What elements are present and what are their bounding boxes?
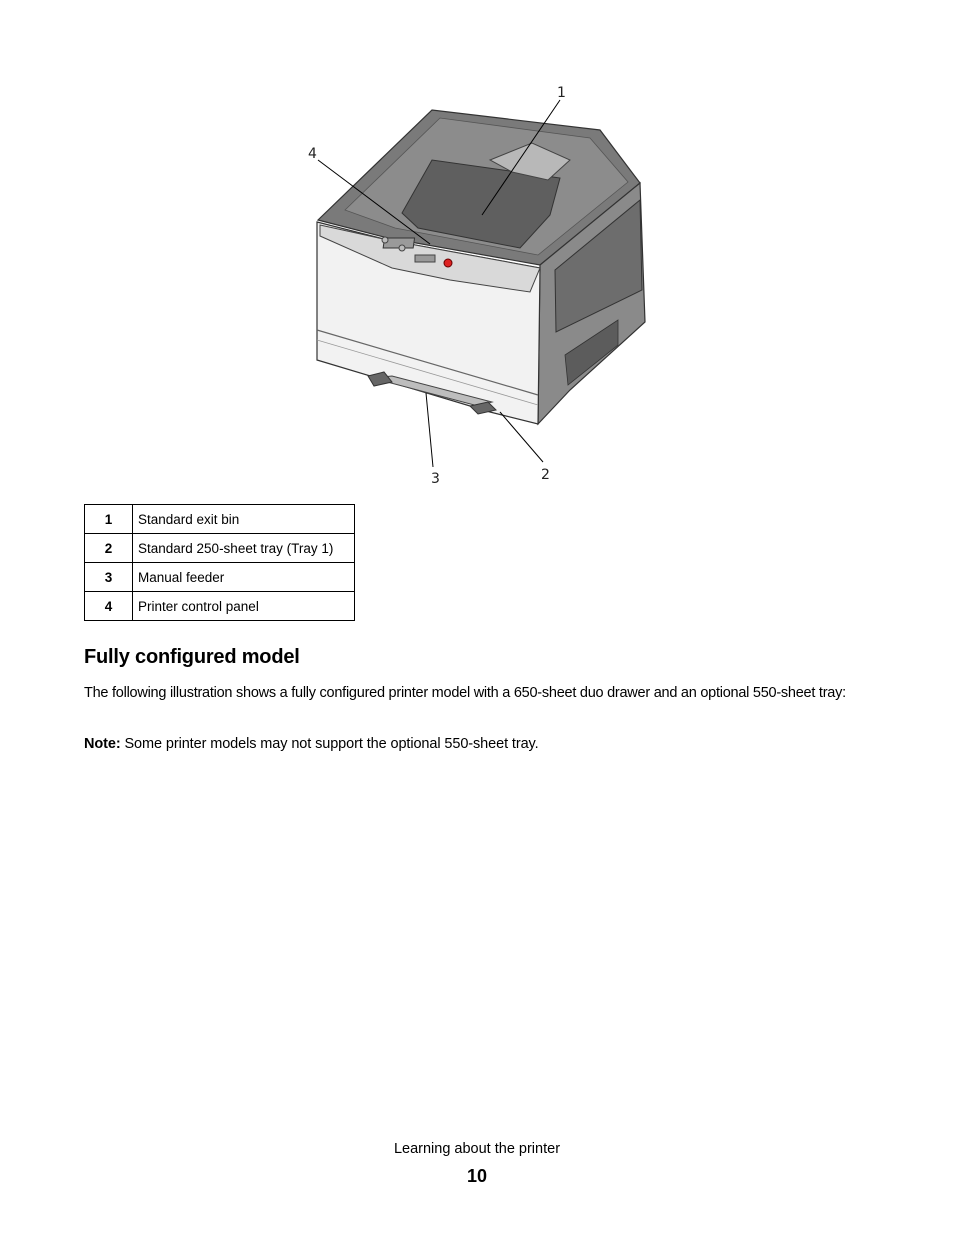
page-number: 10 — [466, 1166, 488, 1186]
part-label: Standard exit bin — [133, 505, 355, 534]
table-row — [85, 563, 355, 592]
table-row — [85, 505, 355, 534]
stop-button — [444, 259, 452, 267]
section-body: The following illustration shows a fully configured printer model with a 650-sheet duo drawer and an optional 550-sheet tray: — [84, 685, 846, 701]
part-number: 2 — [85, 534, 133, 563]
callout-3: 3 — [431, 471, 440, 487]
callout-1: 1 — [557, 85, 566, 101]
part-number: 1 — [85, 505, 133, 534]
part-label: Manual feeder — [133, 563, 355, 592]
note-text: Some printer models may not support the optional 550-sheet tray. — [120, 736, 539, 752]
note-label: Note: — [84, 736, 121, 752]
callout-2: 2 — [541, 467, 550, 483]
table-row — [85, 534, 355, 563]
part-label: Standard 250-sheet tray (Tray 1) — [133, 534, 355, 563]
section-heading: Fully configured model — [84, 646, 300, 668]
part-number: 3 — [85, 563, 133, 592]
printer-illustration — [290, 78, 660, 490]
footer-chapter-title: Learning about the printer — [393, 1141, 561, 1157]
parts-table — [84, 504, 355, 621]
table-row — [85, 592, 355, 621]
part-label: Printer control panel — [133, 592, 355, 621]
part-number: 4 — [85, 592, 133, 621]
note-paragraph — [84, 734, 874, 754]
callout-4: 4 — [308, 146, 317, 162]
